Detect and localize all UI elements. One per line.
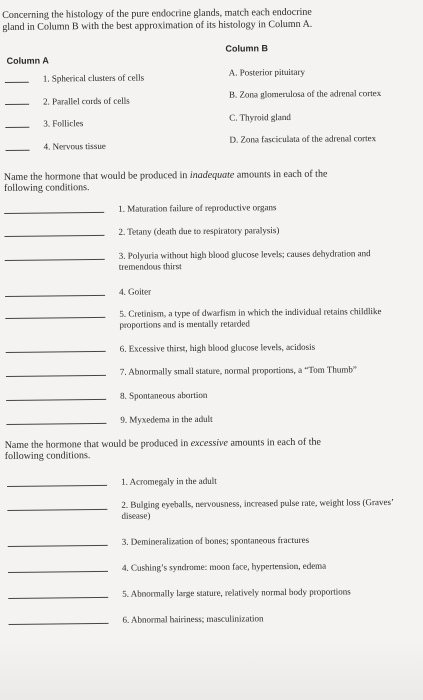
inadequate-item-7: 7. Abnormally small stature, normal proportions, a “Tom Thumb”: [119, 364, 357, 377]
excessive-item-6: 6. Abnormal hairiness; masculinization: [122, 613, 264, 625]
inadequate-item-8: 8. Spontaneous abortion: [120, 389, 208, 401]
answer-blank-inadequate-9[interactable]: [6, 423, 106, 425]
column-a-item-4: 4. Nervous tissue: [43, 140, 106, 152]
inadequate-item-4: 4. Goiter: [119, 286, 152, 297]
column-b-item-b: B. Zona glomerulosa of the adrenal cortex: [228, 88, 382, 100]
inadequate-item-6: 6. Excessive thirst, high blood glucose levels, acidosis: [119, 341, 316, 354]
answer-blank-inadequate-7[interactable]: [6, 375, 106, 377]
answer-blank-excessive-1[interactable]: [7, 485, 107, 487]
column-b-item-a: A. Posterior pituitary: [228, 66, 306, 78]
answer-blank-excessive-6[interactable]: [9, 623, 109, 625]
column-a-item-2: 2. Parallel cords of cells: [43, 95, 130, 107]
excessive-item-3: 3. Demineralization of bones; spontaneous fractures: [121, 534, 310, 547]
answer-blank-a4[interactable]: [6, 150, 30, 151]
page-shadow: [0, 640, 423, 700]
answer-blank-inadequate-4[interactable]: [5, 295, 105, 297]
column-a-header: Column A: [6, 55, 49, 66]
inadequate-item-5: 5. Cretinism, a type of dwarfism in which the individual retains childlike proportions and is mentally retarded: [119, 306, 382, 330]
column-a-item-3: 3. Follicles: [43, 118, 84, 129]
answer-blank-inadequate-1[interactable]: [4, 212, 104, 214]
excessive-item-1: 1. Acromegaly in the adult: [120, 475, 217, 487]
excessive-item-4: 4. Cushing’s syndrome: moon face, hypertension, edema: [121, 560, 327, 573]
inadequate-item-3: 3. Polyuria without high blood glucose levels; causes dehydration and tremendous thirst: [118, 248, 371, 272]
answer-blank-excessive-3[interactable]: [8, 545, 108, 547]
answer-blank-inadequate-2[interactable]: [4, 235, 104, 237]
inadequate-item-1: 1. Maturation failure of reproductive organs: [118, 202, 277, 214]
answer-blank-excessive-4[interactable]: [8, 571, 108, 573]
answer-blank-inadequate-8[interactable]: [6, 399, 106, 401]
answer-blank-a2[interactable]: [5, 104, 29, 105]
matching-instructions: Concerning the histology of the pure endocrine glands, match each endocrine gland in Column B with the best approximation of its histology in Column A.: [2, 6, 313, 33]
excessive-instructions: Name the hormone that would be produced in excessive amounts in each of the following conditions.: [4, 436, 322, 462]
answer-blank-inadequate-5[interactable]: [5, 317, 105, 319]
column-a-item-1: 1. Spherical clusters of cells: [42, 72, 145, 84]
answer-blank-a1[interactable]: [5, 82, 29, 83]
answer-blank-excessive-2[interactable]: [7, 509, 107, 511]
inadequate-item-9: 9. Myxedema in the adult: [120, 413, 213, 425]
inadequate-instructions: Name the hormone that would be produced in inadequate amounts in each of the following conditions.: [3, 168, 328, 194]
excessive-item-5: 5. Abnormally large stature, relatively normal body proportions: [122, 586, 351, 599]
inadequate-item-2: 2. Tetany (death due to respiratory paralysis): [118, 225, 280, 237]
answer-blank-inadequate-3[interactable]: [5, 259, 105, 261]
column-b-header: Column B: [225, 43, 269, 54]
answer-blank-inadequate-6[interactable]: [6, 351, 106, 353]
answer-blank-excessive-5[interactable]: [8, 597, 108, 599]
excessive-item-2: 2. Bulging eyeballs, nervousness, increased pulse rate, weight loss (Graves’ disease): [121, 496, 394, 521]
column-b-item-d: D. Zona fasciculata of the adrenal cortex: [229, 133, 377, 145]
answer-blank-a3[interactable]: [5, 127, 29, 128]
column-b-item-c: C. Thyroid gland: [229, 111, 291, 123]
